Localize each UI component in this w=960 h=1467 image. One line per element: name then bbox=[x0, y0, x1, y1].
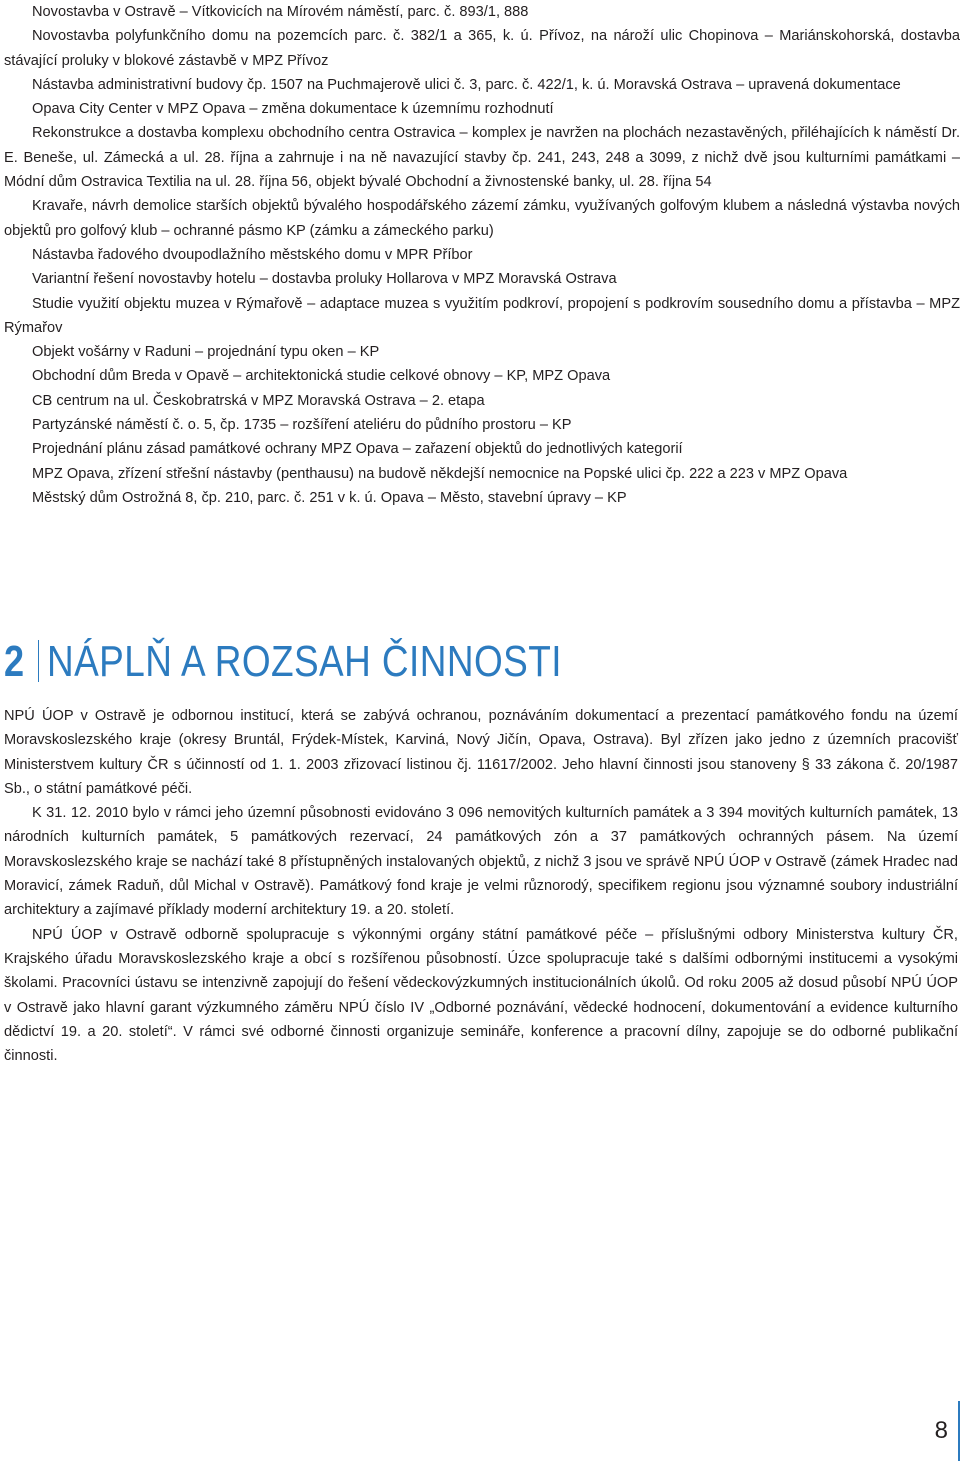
project-item: Projednání plánu zásad památkové ochrany MPZ Opava – zařazení objektů do jednotlivých kategorií bbox=[32, 441, 683, 458]
section-body bbox=[4, 704, 958, 1068]
project-item: CB centrum na ul. Českobratrská v MPZ Moravská Ostrava – 2. etapa bbox=[32, 392, 485, 409]
section-title: NÁPLŇ A ROZSAH ČINNOSTI bbox=[47, 637, 562, 686]
body-paragraph: NPÚ ÚOP v Ostravě odborně spolupracuje s výkonnými orgány státní památkové péče – příslušnými odbory Ministerstva kultury ČR, Krajského úřadu Moravskoslezského kraje a obcí s rozšířenou působností. Úzce spolupracuje také s dalšími odbornými institucemi a vysokými školami. Pracovníci ústavu se intenzivně zapojují do řešení vědeckovýzkumných institucionálních úkolů. Od roku 2005 až dosud působí NPÚ ÚOP v Ostravě jako hlavní garant výzkumného záměru NPÚ číslo IV „Odborné poznávání, vědecké hodnocení, dokumentování a evidence kulturního dědictví 19. a 20. století“. V rámci své odborné činnosti organizuje semináře, konference a pracovní dílny, zapojuje se do odborné publikační činnosti. bbox=[4, 926, 958, 1065]
project-item: Městský dům Ostrožná 8, čp. 210, parc. č. 251 v k. ú. Opava – Město, stavební úpravy – KP bbox=[32, 489, 627, 506]
project-item: Opava City Center v MPZ Opava – změna dokumentace k územnímu rozhodnutí bbox=[32, 101, 554, 118]
project-item: Nástavba administrativní budovy čp. 1507 na Puchmajerově ulici č. 3, parc. č. 422/1, k. ú. Moravská Ostrava – upravená dokumentace bbox=[32, 76, 901, 93]
section-divider bbox=[38, 640, 39, 682]
project-item: Kravaře, návrh demolice starších objektů bývalého hospodářského zázemí zámku, využívaných golfovým klubem a následná výstavba nových objektů pro golfový klub – ochranné pásmo KP (zámku a zámeckého parku) bbox=[4, 198, 960, 239]
project-item: Novostavba polyfunkčního domu na pozemcích parc. č. 382/1 a 365, k. ú. Přívoz, na nároží ulic Chopinova – Mariánskohorská, dostavba stávající proluky v blokové zástavbě v MPZ Přívoz bbox=[4, 28, 960, 69]
project-item: Obchodní dům Breda v Opavě – architektonická studie celkové obnovy – KP, MPZ Opava bbox=[32, 368, 611, 385]
project-item: Studie využití objektu muzea v Rýmařově – adaptace muzea s využitím podkroví, propojení s podkrovím sousedního domu a přístavba – MPZ Rýmařov bbox=[4, 295, 960, 336]
project-item: MPZ Opava, zřízení střešní nástavby (penthausu) na budově někdejší nemocnice na Popské ulici čp. 222 a 223 v MPZ Opava bbox=[32, 465, 848, 482]
project-item: Novostavba v Ostravě – Vítkovicích na Mírovém náměstí, parc. č. 893/1, 888 bbox=[32, 4, 529, 20]
body-paragraph: NPÚ ÚOP v Ostravě je odbornou institucí, která se zabývá ochranou, poznáváním dokumentací a prezentací památkového fondu na území Moravskoslezského kraje (okresy Bruntál, Frýdek-Místek, Karviná, Nový Jičín, Opava, Ostrava). Byl zřízen jako jedno z územních pracovišť Ministerstvem kultury ČR s účinností od 1. 1. 2003 zřizovací listinou čj. 11617/2002. Jeho hlavní činnosti jsou stanoveny § 33 zákona č. 20/1987 Sb., o státní památkové péči. bbox=[4, 708, 958, 797]
project-list bbox=[4, 0, 960, 510]
project-item: Nástavba řadového dvoupodlažního městského domu v MPR Příbor bbox=[32, 246, 473, 263]
project-item: Partyzánské náměstí č. o. 5, čp. 1735 – rozšíření ateliéru do půdního prostoru – KP bbox=[32, 417, 572, 434]
page-number: 8 bbox=[934, 1417, 948, 1444]
project-item: Variantní řešení novostavby hotelu – dostavba proluky Hollarova v MPZ Moravská Ostrava bbox=[32, 271, 617, 288]
section-number: 2 bbox=[4, 637, 25, 686]
section-heading bbox=[4, 630, 660, 686]
project-item: Objekt vošárny v Raduni – projednání typu oken – KP bbox=[32, 344, 380, 361]
body-paragraph: K 31. 12. 2010 bylo v rámci jeho územní působnosti evidováno 3 096 nemovitých kulturních památek a 3 394 movitých kulturních památek, 13 národních kulturních památek, 5 památkových rezervací, 24 památkových zón a 37 památkových ochranných pásem. Na území Moravskoslezského kraje se nachází také 8 přístupněných instalovaných objektů, z nichž 3 jsou ve správě NPÚ ÚOP v Ostravě (zámek Hradec nad Moravicí, zámek Raduň, důl Michal v Ostravě). Památkový fond kraje je velmi různorodý, specifikem regionu jsou významné soubory industriální architektury a zajímavé příklady moderní architektury 19. a 20. století. bbox=[4, 805, 958, 919]
project-item: Rekonstrukce a dostavba komplexu obchodního centra Ostravica – komplex je navržen na plochách nezastavěných, přiléhajících k náměstí Dr. E. Beneše, ul. Zámecká a ul. 28. října a zahrnuje i na ně navazující stavby čp. 241, 243, 248 a 3099, z nichž dvě jsou kulturními památkami – Módní dům Ostravica Textilia na ul. 28. října 56, objekt bývalé Obchodní a živnostenské banky, ul. 28. října 54 bbox=[4, 125, 960, 191]
